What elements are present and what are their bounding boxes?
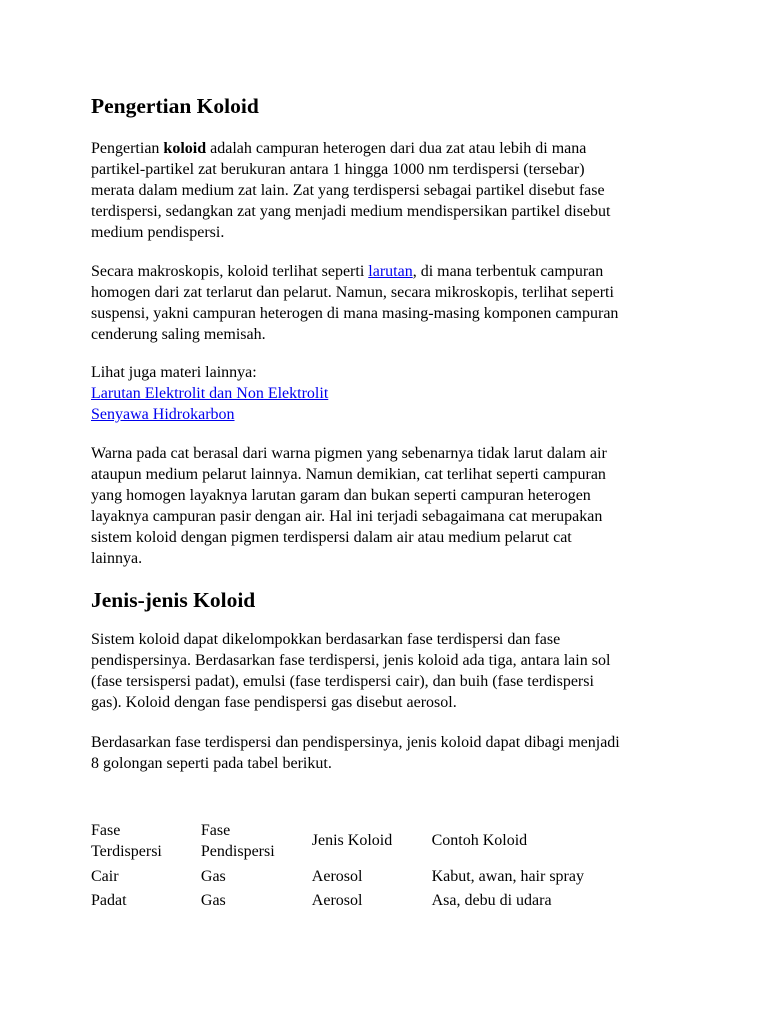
table-row	[91, 888, 691, 912]
text-span: , di mana terbentuk campuran	[412, 263, 604, 280]
bold-term: koloid	[163, 140, 207, 157]
paragraph-line: partikel-partikel zat berukuran antara 1 hingga 1000 nm terdispersi (tersebar)	[91, 161, 585, 178]
paragraph-line: lainnya.	[91, 550, 143, 567]
paragraph-line: merata dalam medium zat lain. Zat yang terdispersi sebagai partikel disebut fase	[91, 182, 605, 199]
table-cell: Aerosol	[311, 867, 363, 885]
text-span: Pengertian	[91, 140, 164, 157]
paragraph-line: ataupun medium pelarut lainnya. Namun demikian, cat terlihat seperti campuran	[91, 466, 606, 483]
section-heading-jenis: Jenis-jenis Koloid	[91, 588, 256, 612]
see-also-line	[91, 404, 691, 425]
table-cell: Asa, debu di udara	[431, 891, 552, 909]
header-contoh-koloid: Contoh Koloid	[431, 832, 528, 849]
table-row	[91, 864, 691, 888]
table-cell: Cair	[91, 867, 119, 885]
text-span: Secara makroskopis, koloid terlihat seperti	[91, 263, 369, 280]
paragraph-line: gas). Koloid dengan fase pendispersi gas disebut aerosol.	[91, 694, 457, 711]
link-larutan[interactable]: larutan	[368, 263, 413, 280]
paragraph-line: homogen dari zat terlarut dan pelarut. Namun, secara mikroskopis, terlihat seperti	[91, 284, 614, 301]
paragraph-line: pendispersinya. Berdasarkan fase terdispersi, jenis koloid ada tiga, antara lain sol	[91, 652, 611, 669]
table-cell: Kabut, awan, hair spray	[431, 867, 584, 885]
paragraph-definition	[91, 138, 691, 243]
see-also-line	[91, 383, 691, 404]
paragraph-line	[91, 261, 691, 282]
table-cell: Gas	[200, 891, 226, 909]
paragraph-paint	[91, 443, 691, 569]
koloid-table	[91, 817, 691, 912]
table-cell: Aerosol	[311, 891, 363, 909]
header-text: Pendispersi	[200, 842, 275, 860]
paragraph-table-intro	[91, 732, 691, 774]
paragraph-line	[91, 138, 691, 159]
paragraph-line: Sistem koloid dapat dikelompokkan berdasarkan fase terdispersi dan fase	[91, 631, 561, 648]
text-span: adalah campuran heterogen dari dua zat atau lebih di mana	[206, 140, 587, 157]
paragraph-line: 8 golongan seperti pada tabel berikut.	[91, 755, 332, 772]
paragraph-macroscopic	[91, 261, 691, 345]
header-text: Fase	[91, 821, 121, 839]
paragraph-line: (fase tersispersi padat), emulsi (fase terdispersi cair), dan buih (fase terdispersi	[91, 673, 594, 690]
header-text: Terdispersi	[91, 842, 162, 860]
paragraph-line: Berdasarkan fase terdispersi dan pendispersinya, jenis koloid dapat dibagi menjadi	[91, 734, 620, 751]
link-larutan-elektrolit[interactable]: Larutan Elektrolit dan Non Elektrolit	[91, 385, 329, 402]
see-also-block	[91, 362, 691, 425]
paragraph-line: Warna pada cat berasal dari warna pigmen yang sebenarnya tidak larut dalam air	[91, 445, 607, 462]
header-jenis-koloid: Jenis Koloid	[311, 832, 393, 849]
table-cell: Padat	[91, 891, 127, 909]
header-text: Fase	[200, 821, 231, 839]
header-fase-pendispersi	[201, 817, 312, 864]
paragraph-line: layaknya campuran pasir dengan air. Hal ini terjadi sebagaimana cat merupakan	[91, 508, 603, 525]
paragraph-line: suspensi, yakni campuran heterogen di mana masing-masing komponen campuran	[91, 305, 619, 322]
section-heading-pengertian: Pengertian Koloid	[91, 94, 259, 118]
paragraph-line: terdispersi, sedangkan zat yang menjadi medium mendispersikan partikel disebut	[91, 203, 611, 220]
table-header-row	[91, 817, 691, 864]
paragraph-line: medium pendispersi.	[91, 224, 225, 241]
paragraph-line: cenderung saling memisah.	[91, 326, 266, 343]
paragraph-line: yang homogen layaknya larutan garam dan bukan seperti campuran heterogen	[91, 487, 591, 504]
paragraph-classification	[91, 629, 691, 713]
header-fase-terdispersi	[91, 817, 201, 864]
link-senyawa-hidrokarbon[interactable]: Senyawa Hidrokarbon	[91, 406, 235, 423]
table-cell: Gas	[200, 867, 226, 885]
paragraph-line: sistem koloid dengan pigmen terdispersi dalam air atau medium pelarut cat	[91, 529, 572, 546]
see-also-label: Lihat juga materi lainnya:	[91, 364, 257, 381]
